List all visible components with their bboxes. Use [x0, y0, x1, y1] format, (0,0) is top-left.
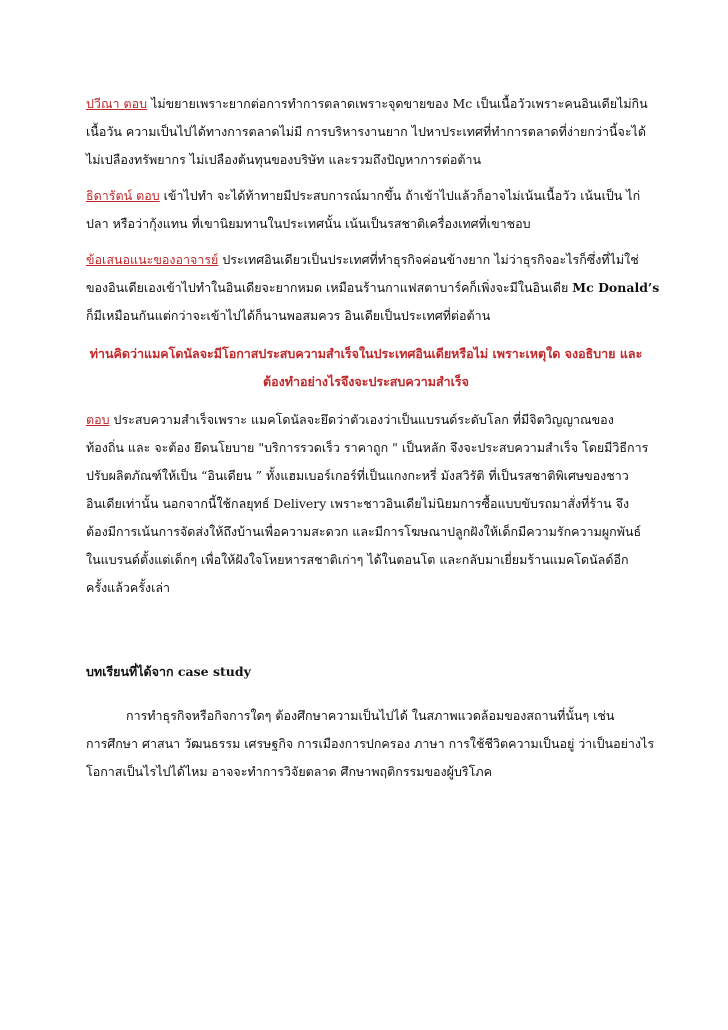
question-line-1: ท่านคิดว่าแมคโดนัลจะมีโอกาสประสบความสำเร็จในประเทศอินเดียหรือไม่ เพราะเหตุใด จงอธิบาย และ: [89, 346, 643, 361]
speaker-label: ข้อเสนอแนะของอาจารย์: [86, 252, 219, 267]
speaker-label: ปวีณา ตอบ: [86, 96, 148, 111]
body-text: ไม่ขยายเพราะยากต่อการทำการตลาดเพราะจุดขายของ Mc เป็นเนื้อวัวเพราะคนอินเดียไม่กิน: [147, 96, 648, 111]
answer-line-7: ครั้งแล้วครั้งเล่า: [86, 580, 171, 595]
paragraph-2-line-2: ปลา หรือว่ากุ้งแทน ที่เขานิยมทานในประเทศนั้น เน้นเป็นรสชาติเครื่องเทศที่เขาชอบ: [86, 216, 531, 231]
answer-line-3: ปรับผลิตภัณฑ์ให้เป็น “อินเดียน ” ทั้งแฮมเบอร์เกอร์ที่เป็นแกงกะหรี่ มังสวิรัติ ที่เป็นรสชาติพิเศษของชาว: [86, 468, 629, 483]
lesson-line-3: โอกาสเป็นไรไปได้ไหม อาจจะทำการวิจัยตลาด ศึกษาพฤติกรรมของผู้บริโภค: [86, 764, 492, 779]
body-text: เข้าไปทำ จะได้ท้าทายมีประสบการณ์มากขึ้น ถ้าเข้าไปแล้วก็อาจไม่เน้นเนื้อวัว เน้นเป็น ไก่: [159, 188, 641, 203]
answer-line-2: ท้องถิ่น และ จะต้อง ยึดนโยบาย "บริการรวดเร็ว ราคาถูก " เป็นหลัก จึงจะประสบความสำเร็จ โดยมีวิธีการ: [86, 440, 649, 455]
paragraph-3-line-2: [86, 280, 660, 296]
lesson-line-2: การศึกษา ศาสนา วัฒนธรรม เศรษฐกิจ การเมืองการปกครอง ภาษา การใช้ชีวิตความเป็นอยู่ ว่าเป็นอย่างไร: [86, 736, 655, 751]
question-line-2: ต้องทำอย่างไรจึงจะประสบความสำเร็จ: [263, 374, 469, 389]
body-text: ของอินเดียเองเข้าไปทำในอินเดียจะยากหมด เหมือนร้านกาแฟสตาบาร์คก็เพิ่งจะมีในอินเดีย: [86, 280, 573, 295]
answer-label: ตอบ: [86, 412, 110, 427]
paragraph-3-line-3: ก็มีเหมือนกันแต่กว่าจะเข้าไปได้ก็นานพอสมควร อินเดียเป็นประเทศที่ต่อต้าน: [86, 308, 491, 323]
body-text: ประสบความสำเร็จเพราะ แมคโดนัลจะยึดว่าตัวเองว่าเป็นแบรนด์ระดับโลก ที่มีจิตวิญญาณของ: [109, 412, 614, 427]
lesson-line-1: การทำธุรกิจหรือกิจการใดๆ ต้องศึกษาความเป็นไปได้ ในสภาพแวดล้อมของสถานที่นั้นๆ เช่น: [126, 708, 615, 723]
answer-line-6: ในแบรนด์ตั้งแต่เด็กๆ เพื่อให้ฝังใจโหยหารสชาติเก่าๆ ได้ในตอนโต และกลับมาเยี่ยมร้านแมคโดนัลด์อีก: [86, 552, 629, 567]
answer-line-4: อินเดียเท่านั้น นอกจากนี้ใช้กลยุทธ์ Delivery เพราะชาวอินเดียไม่นิยมการซื้อแบบขับรถมาสั่งที่ร้าน จึง: [86, 496, 630, 511]
paragraph-1-line-3: ไม่เปลืองทรัพยากร ไม่เปลืองต้นทุนของบริษัท และรวมถึงปัญหาการต่อต้าน: [86, 152, 482, 167]
body-text: ประเทศอินเดียวเป็นประเทศที่ทำธุรกิจค่อนข้างยาก ไม่ว่าธุรกิจอะไรก็ซึ่งที่ไม่ใช่: [218, 252, 639, 267]
answer-line-5: ต้องมีการเน้นการจัดส่งให้ถึงบ้านเพื่อความสะดวก และมีการโฆษณาปลูกฝังให้เด็กมีความรักความผูกพันธ์: [86, 524, 642, 539]
paragraph-1-line-1: [86, 96, 646, 112]
paragraph-3-line-1: [86, 252, 646, 268]
speaker-label: ธิดารัตน์ ตอบ: [86, 188, 160, 203]
paragraph-2-line-1: [86, 188, 646, 204]
lesson-heading: บทเรียนที่ได้จาก case study: [86, 664, 251, 679]
answer-line-1: [86, 412, 646, 428]
paragraph-1-line-2: เนื้อวัน ความเป็นไปได้ทางการตลาดไม่มี การบริหารงานยาก ไปหาประเทศที่ทำการตลาดที่ง่ายกว่านี้จะได้: [86, 124, 646, 139]
brand-name: Mc Donald’s: [572, 280, 660, 295]
